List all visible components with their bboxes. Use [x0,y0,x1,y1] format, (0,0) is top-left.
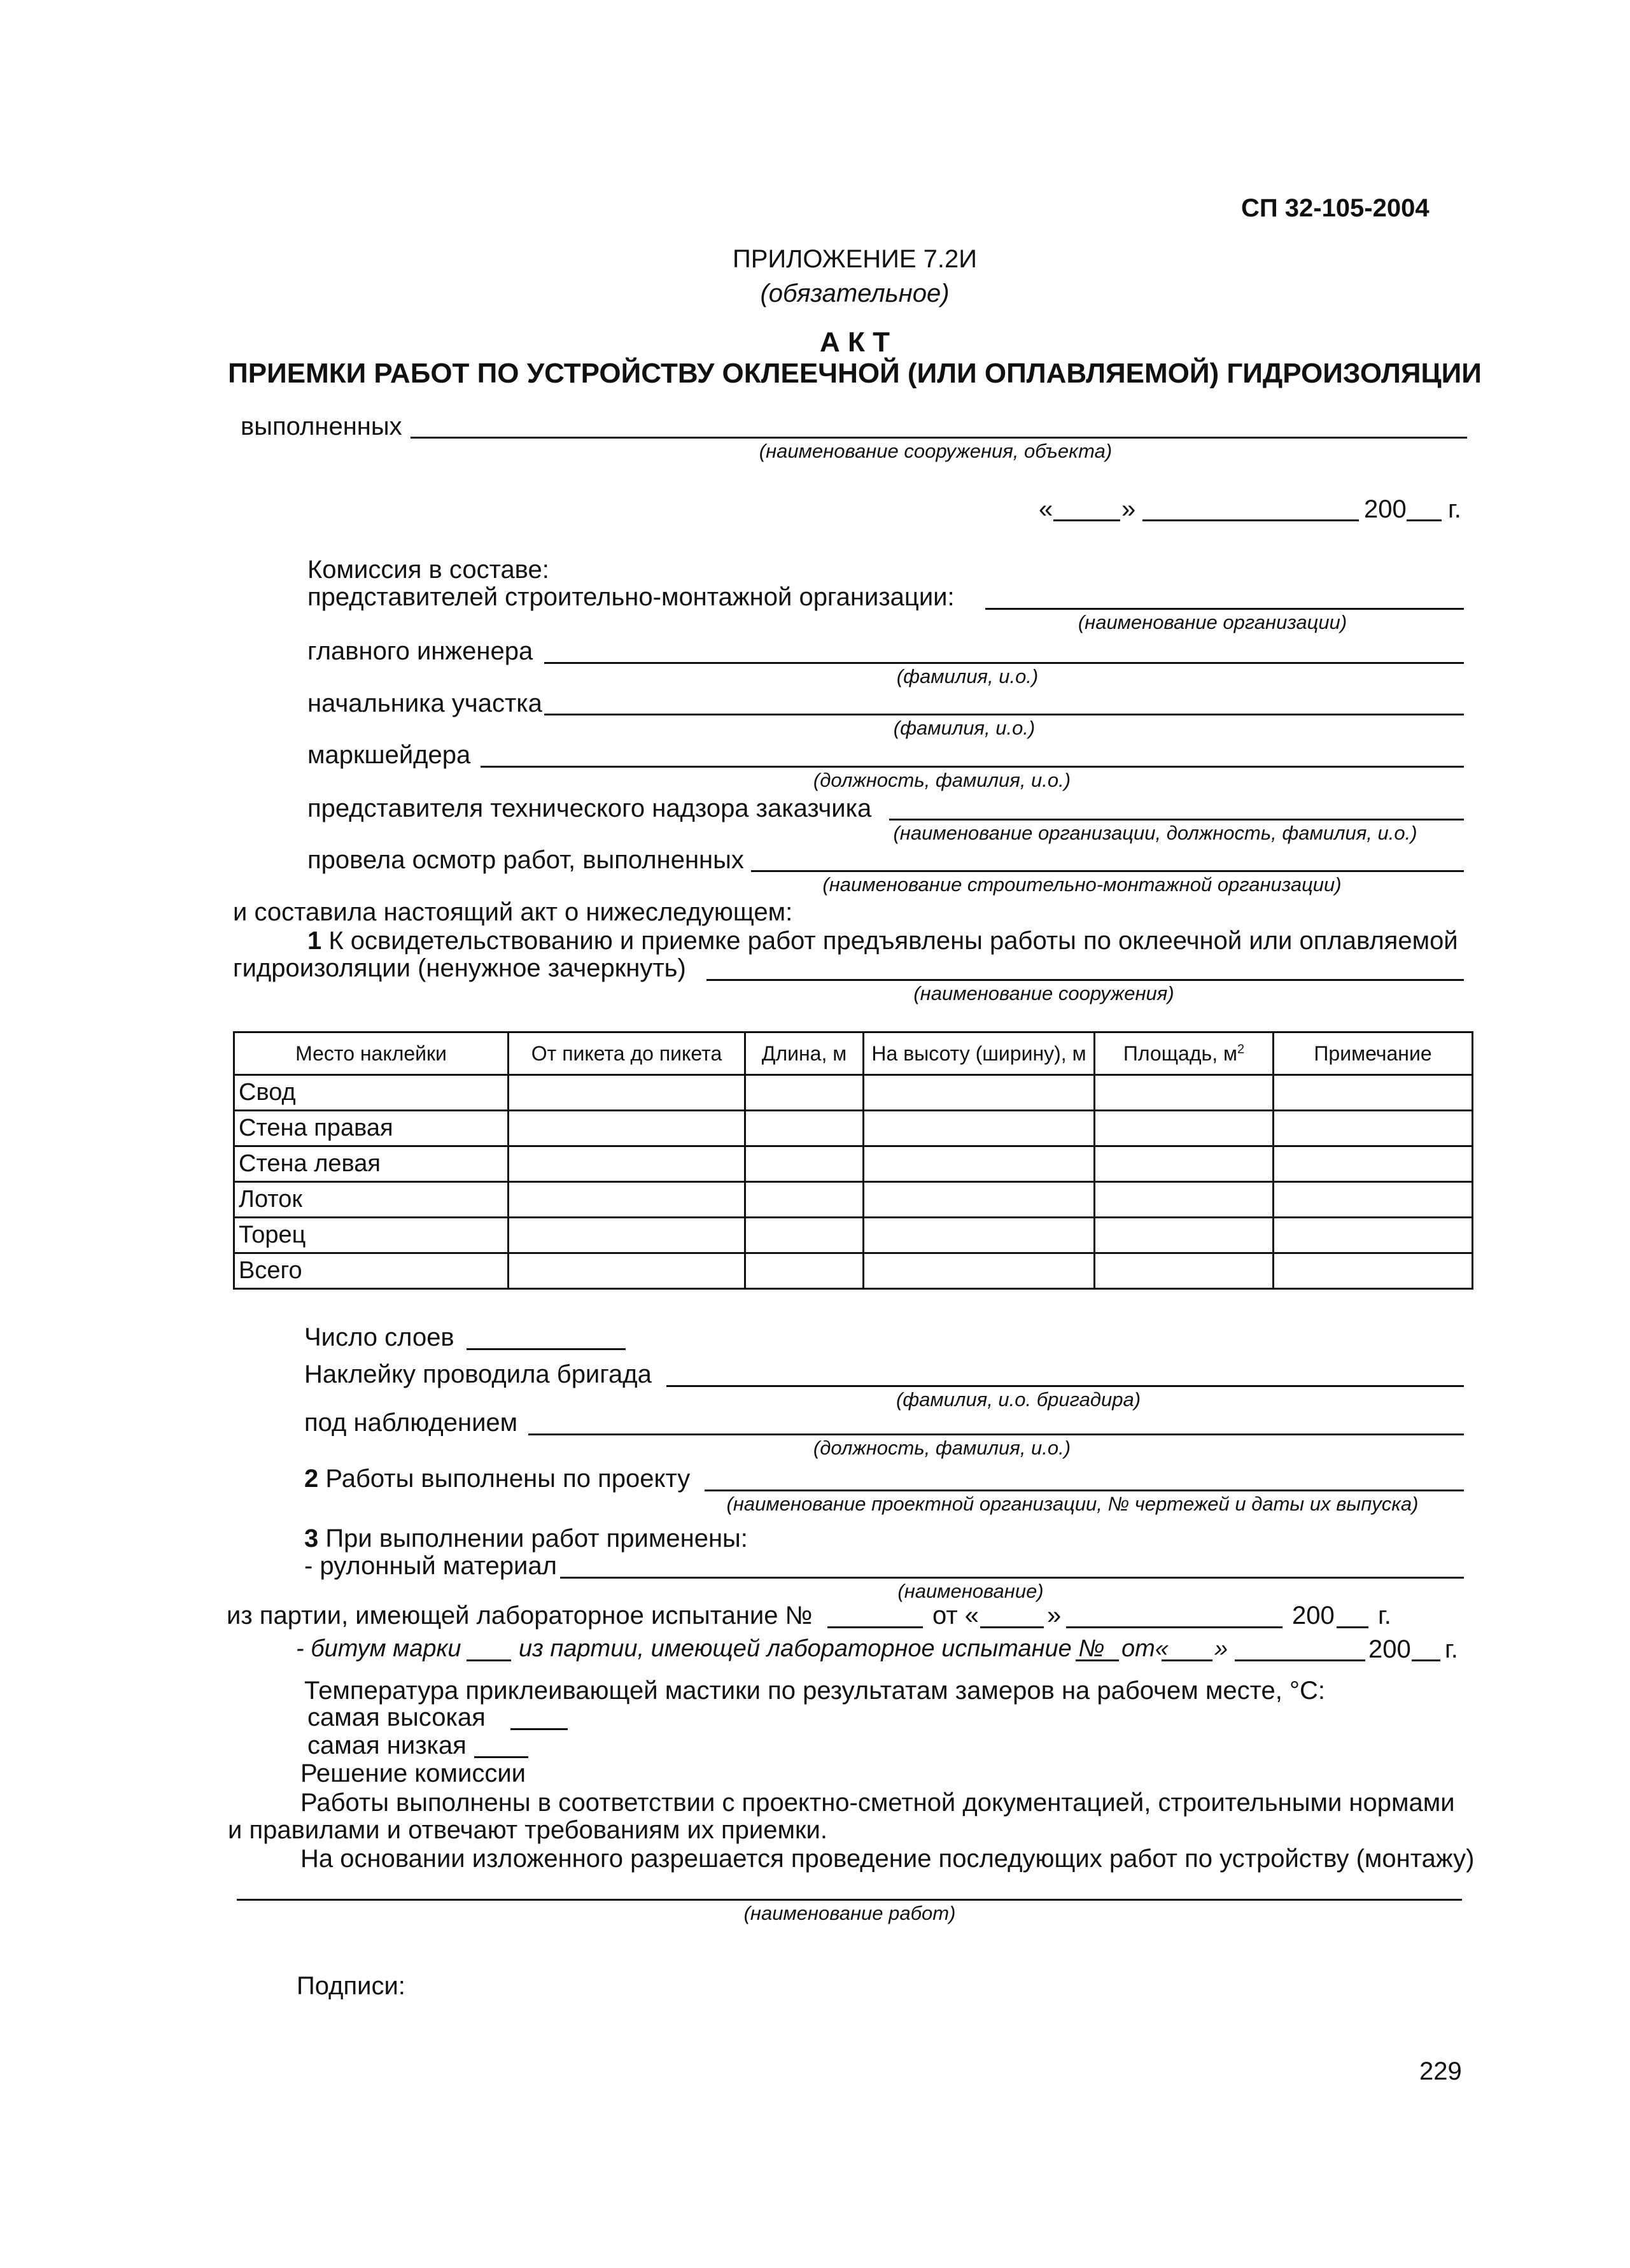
table-cell[interactable] [1274,1218,1473,1253]
row-label: Лоток [234,1182,509,1218]
surveyor-caption: (должность, фамилия, и.о.) [813,769,1071,791]
batch2-day-line[interactable] [1162,1659,1212,1661]
table-header-row [234,1032,1473,1075]
table-row [234,1182,1473,1218]
table-row [234,1075,1473,1111]
brigade-label: Наклейку проводила бригада [304,1360,652,1388]
tech-supervision-label: представителя технического надзора заказчика [307,794,872,822]
roll-material-label: - рулонный материал [304,1552,557,1580]
item1-structure-line[interactable] [706,979,1464,981]
row-label: Всего [234,1253,509,1289]
row-label: Стена правая [234,1111,509,1146]
decision-label: Решение комиссии [300,1759,526,1787]
table-cell[interactable] [745,1075,864,1111]
supervision-caption: (должность, фамилия, и.о.) [813,1437,1071,1459]
table-cell[interactable] [864,1075,1095,1111]
year-prefix: 200 [1364,495,1407,523]
table-cell[interactable] [509,1111,745,1146]
table-cell[interactable] [509,1146,745,1182]
table-cell[interactable] [1095,1182,1274,1218]
inspected-line[interactable] [751,870,1464,872]
table-cell[interactable] [509,1182,745,1218]
row-label: Торец [234,1218,509,1253]
tech-supervision-caption: (наименование организации, должность, фамилия, и.о.) [893,822,1417,844]
batch2-year-prefix: 200 [1368,1635,1411,1663]
org-representatives-label: представителей строительно-монтажной организации: [307,583,955,611]
header-area [1095,1032,1274,1075]
item1-text2: гидроизоляции (ненужное зачеркнуть) [233,954,686,982]
table-cell[interactable] [745,1111,864,1146]
item3-text: При выполнении работ применены: [325,1525,748,1553]
batch2-close-quote: » [1214,1635,1228,1662]
brigade-caption: (фамилия, и.о. бригадира) [896,1388,1141,1411]
header-note: Примечание [1274,1032,1473,1075]
batch1-close-quote: » [1047,1602,1062,1630]
item1-text1: К освидетельствованию и приемке работ предъявлены работы по оклеечной или оплавляемой [328,927,1458,955]
decision-text1: Работы выполнены в соответствии с проектно-сметной документацией, строительными нормами [300,1789,1455,1817]
batch1-month-line[interactable] [1066,1626,1282,1628]
header-place: Место наклейки [234,1032,509,1075]
table-cell[interactable] [1274,1253,1473,1289]
inspected-label: провела осмотр работ, выполненных [307,846,744,874]
layers-label: Число слоев [304,1323,454,1351]
header-area-superscript: 2 [1237,1041,1245,1056]
batch1-year-suffix: г. [1378,1602,1391,1630]
table-cell[interactable] [509,1253,745,1289]
date-open-quote: « [1039,495,1053,523]
row-label: Свод [234,1075,509,1111]
batch1-year-prefix: 200 [1292,1602,1335,1630]
org-caption: (наименование организации) [1078,611,1347,633]
batch1-year-line[interactable] [1337,1626,1368,1628]
table-cell[interactable] [864,1146,1095,1182]
table-cell[interactable] [1274,1146,1473,1182]
supervision-line[interactable] [528,1433,1464,1435]
item1-line1 [307,928,1458,954]
table-cell[interactable] [509,1218,745,1253]
table-cell[interactable] [1095,1218,1274,1253]
roll-material-line[interactable] [560,1577,1464,1579]
highest-label: самая высокая [307,1703,486,1731]
layers-field-line[interactable] [467,1348,626,1350]
table-row [234,1146,1473,1182]
day-field-line[interactable] [1053,519,1120,521]
item2-number: 2 [304,1465,319,1493]
table-cell[interactable] [745,1146,864,1182]
table-cell[interactable] [864,1253,1095,1289]
surveyor-line[interactable] [481,766,1464,768]
table-cell[interactable] [864,1218,1095,1253]
supervision-label: под наблюдением [304,1409,518,1437]
item2-caption: (наименование проектной организации, № чертежей и даты их выпуска) [726,1493,1419,1515]
item2-line [304,1466,690,1491]
project-line[interactable] [705,1490,1464,1491]
highest-line[interactable] [510,1728,568,1730]
mandatory-label: (обязательное) [760,279,950,307]
header-length: Длина, м [745,1032,864,1075]
table-cell[interactable] [509,1075,745,1111]
act-heading: А К Т [820,327,890,358]
year-suffix: г. [1448,495,1461,523]
chief-engineer-label: главного инженера [307,637,533,665]
month-field-line[interactable] [1142,519,1359,521]
item3-number: 3 [304,1525,319,1553]
section-head-caption: (фамилия, и.о.) [893,717,1036,739]
temperature-label: Температура приклеивающей мастики по результатам замеров на рабочем месте, °С: [304,1677,1325,1705]
date-close-quote: » [1121,495,1136,523]
table-cell[interactable] [1095,1253,1274,1289]
table-cell[interactable] [745,1182,864,1218]
performed-label: выполненных [241,412,402,440]
brigade-line[interactable] [666,1385,1464,1387]
batch1-day-line[interactable] [980,1626,1044,1628]
bitumen-label: - битум марки [296,1635,461,1662]
table-cell[interactable] [864,1182,1095,1218]
lowest-line[interactable] [474,1756,528,1758]
section-head-label: начальника участка [307,689,542,717]
item1-caption: (наименование сооружения) [913,982,1174,1004]
table-cell[interactable] [1274,1075,1473,1111]
header-picket-range: От пикета до пикета [509,1032,745,1075]
composed-label: и составила настоящий акт о нижеследующем: [233,898,793,926]
table-cell[interactable] [1095,1146,1274,1182]
chief-engineer-line[interactable] [544,662,1464,664]
appendix-label: ПРИЛОЖЕНИЕ 7.2И [732,245,978,273]
batch1-number-line[interactable] [827,1626,923,1628]
page-number: 229 [1419,2057,1462,2085]
works-caption: (наименование работ) [743,1902,956,1924]
table-row [234,1111,1473,1146]
table-cell[interactable] [745,1218,864,1253]
header-height-width: На высоту (ширину), м [864,1032,1095,1075]
org-field-line[interactable] [985,608,1464,610]
batch2-number-line[interactable] [1076,1659,1119,1661]
tech-supervision-line[interactable] [889,819,1464,821]
batch2-label: из партии, имеющей лабораторное испытание № [519,1635,1105,1662]
lowest-label: самая низкая [307,1731,467,1759]
table-cell[interactable] [745,1253,864,1289]
works-name-line[interactable] [237,1899,1462,1901]
works-table [233,1031,1473,1290]
batch1-label: из партии, имеющей лабораторное испытание № [227,1602,813,1630]
table-cell[interactable] [1095,1111,1274,1146]
table-cell[interactable] [1274,1111,1473,1146]
table-cell[interactable] [1274,1182,1473,1218]
batch2-year-line[interactable] [1412,1659,1440,1661]
signatures-label: Подписи: [297,1972,405,2000]
item1-number: 1 [307,927,322,955]
batch1-from: от « [932,1602,980,1630]
bitumen-grade-line[interactable] [467,1659,511,1661]
roll-material-caption: (наименование) [897,1580,1044,1602]
commission-heading: Комиссия в составе: [307,556,549,584]
act-title: ПРИЕМКИ РАБОТ ПО УСТРОЙСТВУ ОКЛЕЕЧНОЙ (ИЛИ ОПЛАВЛЯЕМОЙ) ГИДРОИЗОЛЯЦИИ [228,358,1482,389]
item2-text: Работы выполнены по проекту [325,1465,691,1493]
batch2-month-line[interactable] [1235,1659,1365,1661]
decision-text2: и правилами и отвечают требованиям их приемки. [228,1816,827,1844]
header-area-text: Площадь, м [1123,1041,1237,1065]
document-code: СП 32-105-2004 [1241,194,1430,222]
surveyor-label: маркшейдера [307,741,471,769]
chief-engineer-caption: (фамилия, и.о.) [896,665,1039,687]
batch2-year-suffix: г. [1445,1635,1458,1663]
row-label: Стена левая [234,1146,509,1182]
object-caption: (наименование сооружения, объекта) [759,440,1113,462]
table-cell[interactable] [1095,1075,1274,1111]
year-field-line[interactable] [1407,519,1442,521]
table-cell[interactable] [864,1111,1095,1146]
table-row [234,1218,1473,1253]
inspected-caption: (наименование строительно-монтажной организации) [822,873,1342,896]
table-row [234,1253,1473,1289]
batch2-from: от« [1121,1635,1169,1662]
item3-line [304,1526,748,1551]
object-name-line[interactable] [411,437,1467,439]
permit-text: На основании изложенного разрешается проведение последующих работ по устройству (монтажу) [300,1845,1475,1873]
section-head-line[interactable] [544,714,1464,715]
